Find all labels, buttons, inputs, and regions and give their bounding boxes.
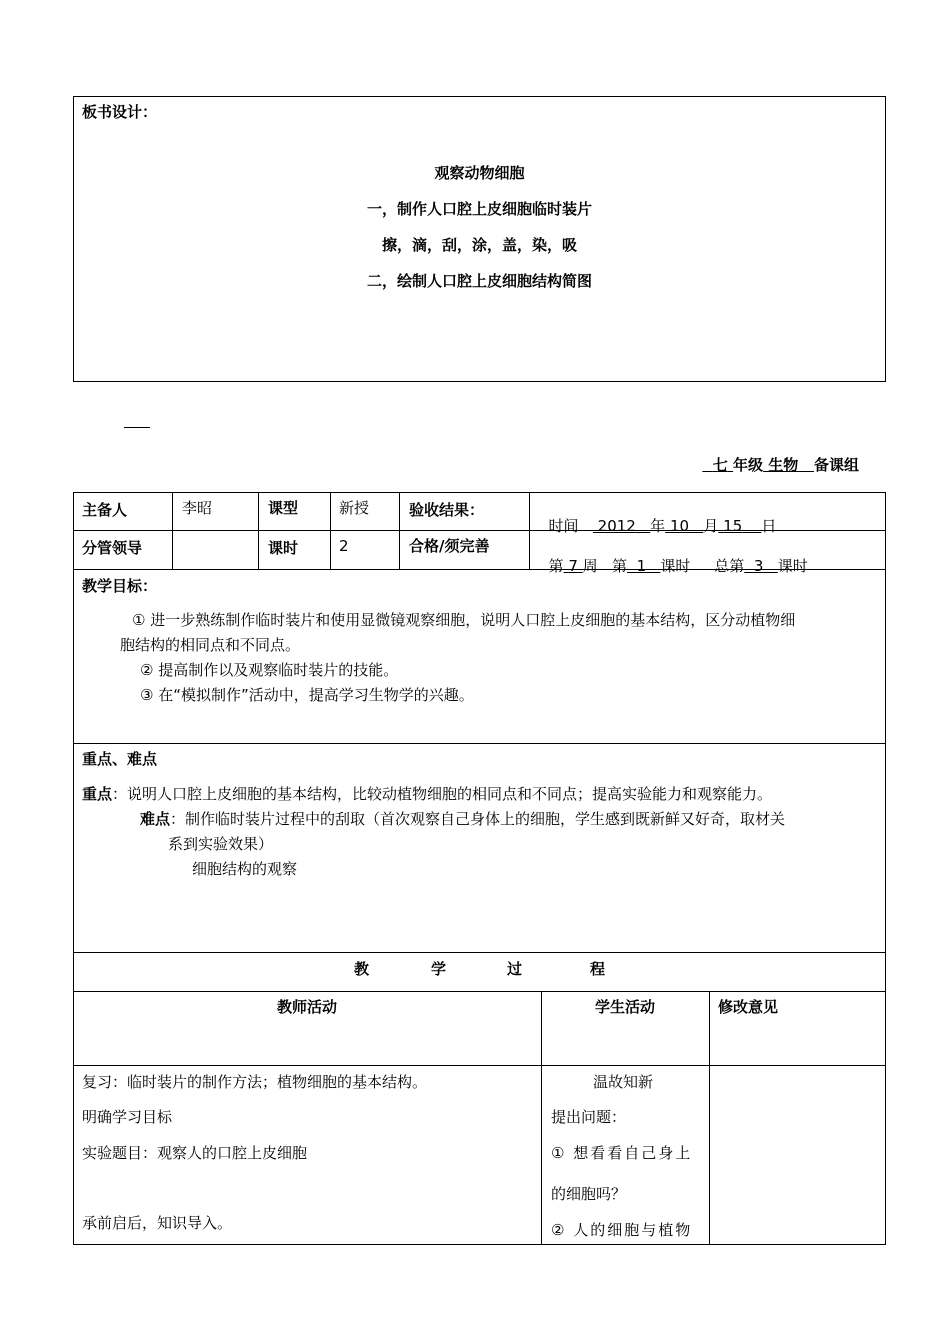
process-title-char-2: 学 [431,960,447,978]
key-point [82,783,772,804]
difficult-point [140,808,785,829]
pass-label: 合格/须完善 [409,537,490,555]
difficult-line-2: 系到实验效果） [168,835,274,853]
col-line-teacher [541,991,542,1245]
difficult-label: 难点 [140,810,171,828]
schedule-row [539,537,808,576]
teacher-activity-2: 明确学习目标 [82,1108,173,1126]
keypoints-label: 重点、难点 [82,750,158,768]
teacher-activity-4: 承前启后，知识导入。 [82,1214,233,1232]
total-unit: 课时 [777,557,808,575]
key-label: 重点 [82,785,113,803]
board-line-title: 观察动物细胞 [434,164,525,182]
grade-value: 七 [712,456,728,474]
difficult-text: ：制作临时装片过程中的刮取（首次观察自己身体上的细胞，学生感到既新鲜又好奇，取材关 [170,810,786,828]
hours-value: 2 [339,537,349,555]
row-line-6 [73,1065,886,1066]
objectives-label: 教学目标： [82,577,158,595]
objective-2: ② 提高制作以及观察临时装片的技能。 [140,661,399,679]
process-title-char-3: 过 [507,960,523,978]
lesson-value: 1 [636,557,647,575]
row-line-3 [73,743,886,744]
col-line-4 [399,492,400,569]
divider-dash [124,427,150,428]
row-line-5 [73,991,886,992]
type-label: 课型 [268,499,299,517]
student-activity-3: ① 想看看自己身上 [551,1144,693,1162]
preparer-value: 李昭 [182,499,213,517]
week-unit: 周 [582,557,598,575]
col-line-student [709,991,710,1245]
objective-1-line-1: ① 进一步熟练制作临时装片和使用显微镜观察细胞，说明人口腔上皮细胞的基本结构，区分动植物细 [132,611,796,629]
key-text: ：说明人口腔上皮细胞的基本结构，比较动植物细胞的相同点和不同点；提高实验能力和观察能力。 [112,785,773,803]
student-activity-5: ② 人的细胞与植物 [551,1221,693,1239]
teacher-activity-3: 实验题目：观察人的口腔上皮细胞 [82,1144,308,1162]
type-value: 新授 [339,499,370,517]
result-label: 验收结果： [409,501,485,519]
board-line-3: 二，绘制人口腔上皮细胞结构简图 [366,272,592,290]
date-row [539,497,776,536]
teacher-activity-1: 复习：临时装片的制作方法；植物细胞的基本结构。 [82,1073,428,1091]
board-line-1: 一，制作人口腔上皮细胞临时装片 [366,200,592,218]
time-label: 时间 [548,517,579,535]
lesson-unit: 课时 [660,557,691,575]
board-line-2: 擦，滴，刮，涂，盖，染，吸 [381,236,577,254]
subject-value: 生物 [768,456,799,474]
row-line-4 [73,952,886,953]
year-value: 2012 [597,517,636,535]
leader-label: 分管领导 [82,539,143,557]
preparer-label: 主备人 [82,501,128,519]
difficult-line-3: 细胞结构的观察 [192,860,298,878]
process-title-char-4: 程 [590,960,606,978]
board-design-label: 板书设计： [82,103,158,121]
lesson-prefix: 第 [612,557,628,575]
col-header-revise: 修改意见 [718,998,779,1016]
student-activity-4: 的细胞吗？ [551,1185,627,1203]
objective-3: ③ 在“模拟制作”活动中，提高学习生物学的兴趣。 [140,686,474,704]
col-line-1 [172,492,173,569]
total-value: 3 [753,557,764,575]
year-unit: 年 [650,517,666,535]
total-prefix: 总第 [714,557,745,575]
student-activity-1: 温故知新 [593,1073,654,1091]
hours-label: 课时 [268,539,299,557]
grade-suffix: 年级 [733,456,764,474]
col-line-5 [529,492,530,569]
col-header-student: 学生活动 [594,998,655,1016]
student-activity-2: 提出问题： [551,1108,627,1126]
group-suffix: 备课组 [813,456,859,474]
day-value: 15 [723,517,743,535]
week-prefix: 第 [548,557,564,575]
month-value: 10 [669,517,690,535]
group-header [692,436,859,475]
week-value: 7 [568,557,578,575]
process-title-char-1: 教 [354,960,370,978]
col-line-3 [330,492,331,569]
month-unit: 月 [703,517,719,535]
day-unit: 日 [761,517,777,535]
col-line-2 [258,492,259,569]
col-header-teacher: 教师活动 [276,998,337,1016]
objective-1-line-2: 胞结构的相同点和不同点。 [120,636,301,654]
